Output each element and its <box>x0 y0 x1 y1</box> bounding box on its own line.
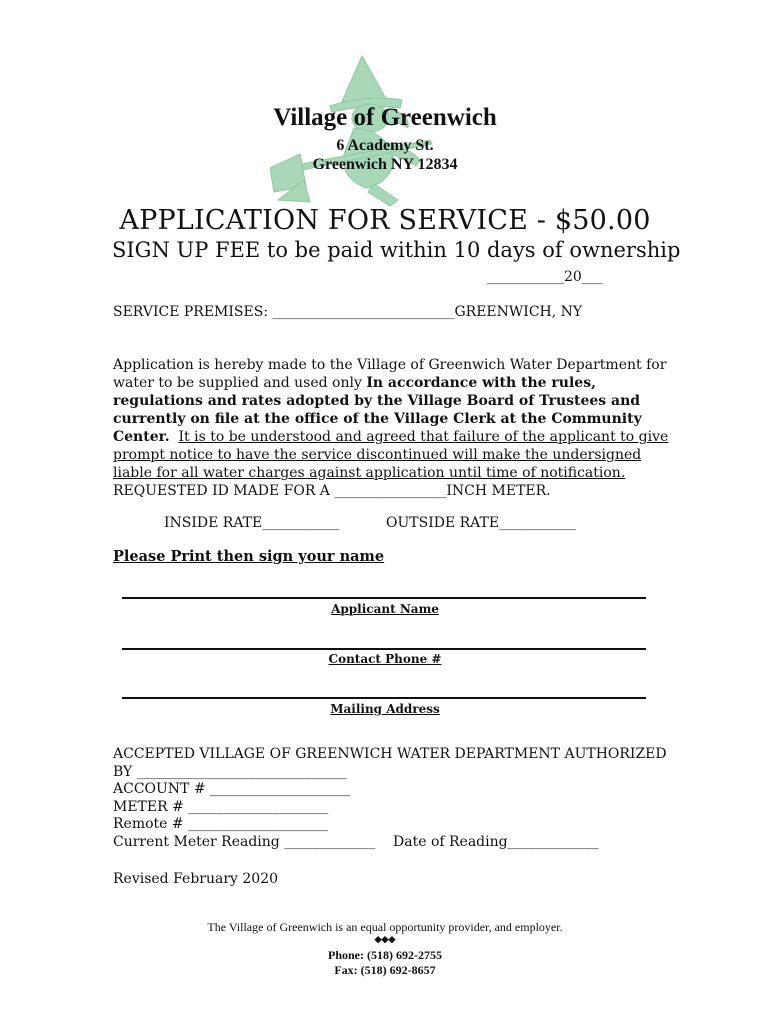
paragraph-rules-bold: In accordance with the rules, regulations and rates adopted by the Village Board of Trustees and currently on file at the office of the Village Clerk at the Community Center. <box>113 375 642 445</box>
address-line-1: 6 Academy St. <box>336 137 434 154</box>
meter-field: METER # ____________________ <box>113 798 329 815</box>
footer-phone: Phone: (518) 692-2755 <box>328 948 442 962</box>
revised-date: Revised February 2020 <box>113 871 279 887</box>
meter-reading-field: Current Meter Reading _____________ Date of Reading_____________ <box>113 833 599 850</box>
inside-rate-field: INSIDE RATE___________ <box>164 515 340 531</box>
mailing-address-label: Mailing Address <box>330 702 440 716</box>
paragraph-intro: Application is hereby made to the Village of Greenwich Water Department for water to be supplied and used only <box>113 357 667 391</box>
address-line-2: Greenwich NY 12834 <box>312 156 458 173</box>
accepted-line-2: BY ______________________________ <box>113 763 347 780</box>
applicant-name-line <box>122 597 646 599</box>
account-field: ACCOUNT # ____________________ <box>113 781 351 797</box>
requested-id-line: REQUESTED ID MADE FOR A ________________INCH METER. <box>113 483 551 499</box>
accepted-block <box>113 746 667 851</box>
outside-rate-field: OUTSIDE RATE___________ <box>386 515 577 531</box>
application-paragraph <box>113 356 673 500</box>
applicant-name-label: Applicant Name <box>331 602 439 616</box>
contact-phone-line <box>122 648 646 650</box>
paragraph-liability-underlined: It is to be understood and agreed that failure of the applicant to give prompt notice to have the service discontinued will make the undersigned liable for all water charges against application until time of notification. <box>113 429 669 481</box>
remote-field: Remote # ____________________ <box>113 816 329 832</box>
accepted-line-1: ACCEPTED VILLAGE OF GREENWICH WATER DEPARTMENT AUTHORIZED <box>113 746 667 762</box>
please-print-heading: Please Print then sign your name <box>113 548 385 565</box>
mailing-address-line <box>122 697 646 699</box>
page-subtitle: SIGN UP FEE to be paid within 10 days of ownership <box>112 238 681 262</box>
footer-separator: ◆◆◆ <box>374 934 396 944</box>
org-name: Village of Greenwich <box>273 104 497 131</box>
service-premises-line: SERVICE PREMISES: __________________________GREENWICH, NY <box>113 304 583 320</box>
page-title: APPLICATION FOR SERVICE - $50.00 <box>119 205 651 236</box>
equal-opportunity-statement: The Village of Greenwich is an equal opportunity provider, and employer. <box>207 920 563 934</box>
contact-phone-label: Contact Phone # <box>328 652 442 666</box>
date-line: ___________20___ <box>487 269 603 285</box>
footer-fax: Fax: (518) 692-8657 <box>334 963 436 977</box>
